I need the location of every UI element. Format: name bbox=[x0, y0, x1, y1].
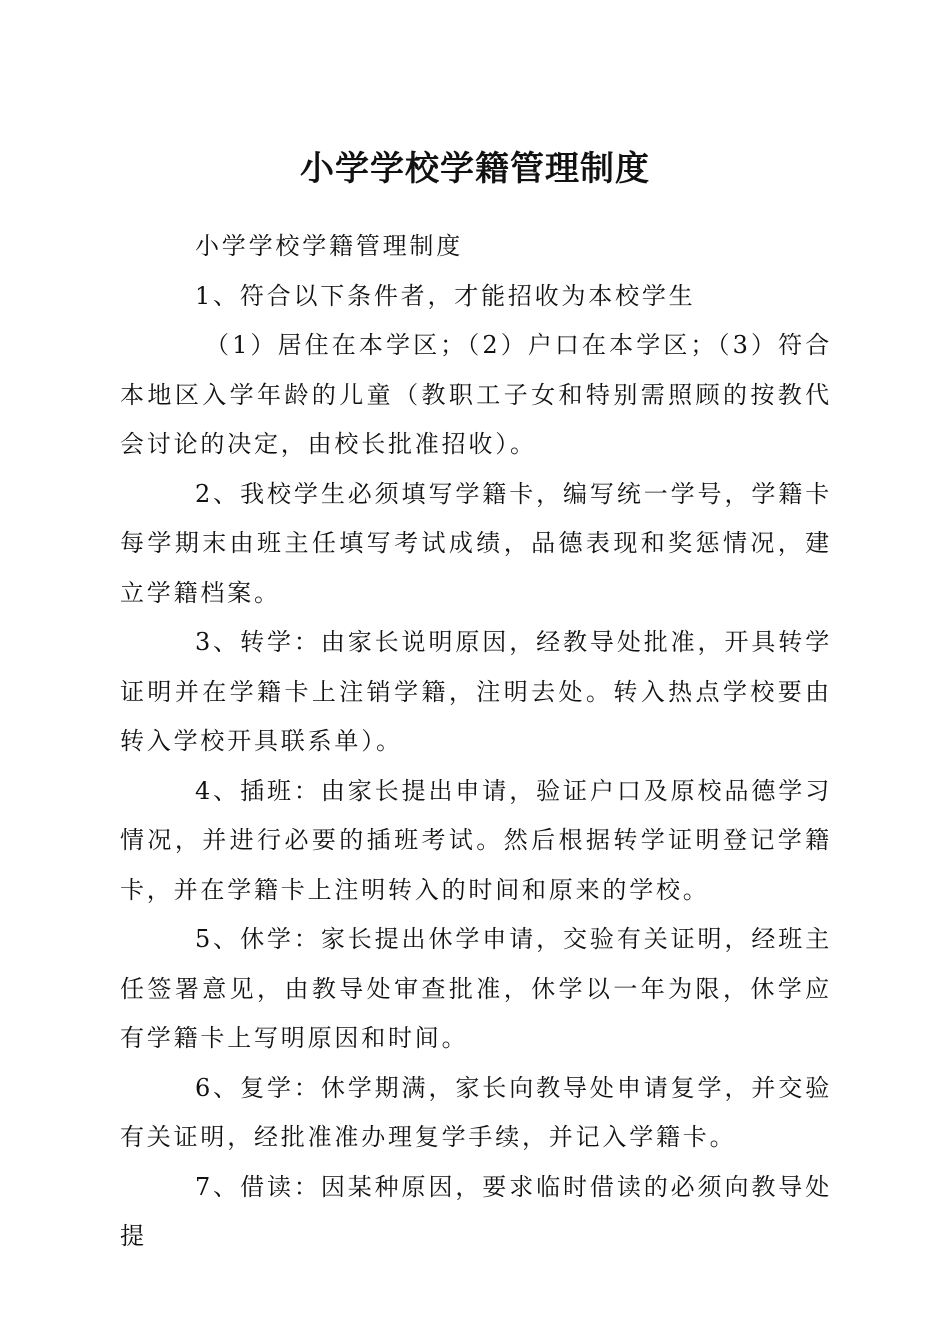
paragraph-4: 4、插班：由家长提出申请，验证户口及原校品德学习情况，并进行必要的插班考试。然后根据转学证明登记学籍卡，并在学籍卡上注明转入的时间和原来的学校。 bbox=[120, 776, 832, 904]
paragraph-3: 3、转学：由家长说明原因，经教导处批准，开具转学证明并在学籍卡上注销学籍，注明去处。转入热点学校要由转入学校开具联系单）。 bbox=[120, 628, 832, 755]
paragraph-6: 6、复学：休学期满，家长向教导处申请复学，并交验有关证明，经批准准办理复学手续，并记入学籍卡。 bbox=[120, 1073, 832, 1151]
document-title: 小学学校学籍管理制度 bbox=[300, 149, 650, 189]
paragraph-conditions: （1）居住在本学区；（2）户口在本学区；（3）符合本地区入学年龄的儿童（教职工子女和特别需照顾的按教代会讨论的决定，由校长批准招收）。 bbox=[120, 331, 832, 458]
paragraph-1: 1、符合以下条件者，才能招收为本校学生 bbox=[195, 281, 696, 310]
paragraph-2: 2、我校学生必须填写学籍卡，编写统一学号，学籍卡每学期末由班主任填写考试成绩，品德表现和奖惩情况，建立学籍档案。 bbox=[120, 479, 832, 607]
paragraph-5: 5、休学：家长提出休学申请，交验有关证明，经班主任签署意见，由教导处审查批准，休学以一年为限，休学应有学籍卡上写明原因和时间。 bbox=[120, 925, 832, 1052]
document-body bbox=[120, 222, 832, 1262]
paragraph-heading: 小学学校学籍管理制度 bbox=[195, 232, 463, 260]
paragraph-7: 7、借读：因某种原因，要求临时借读的必须向教导处提 bbox=[120, 1172, 832, 1250]
